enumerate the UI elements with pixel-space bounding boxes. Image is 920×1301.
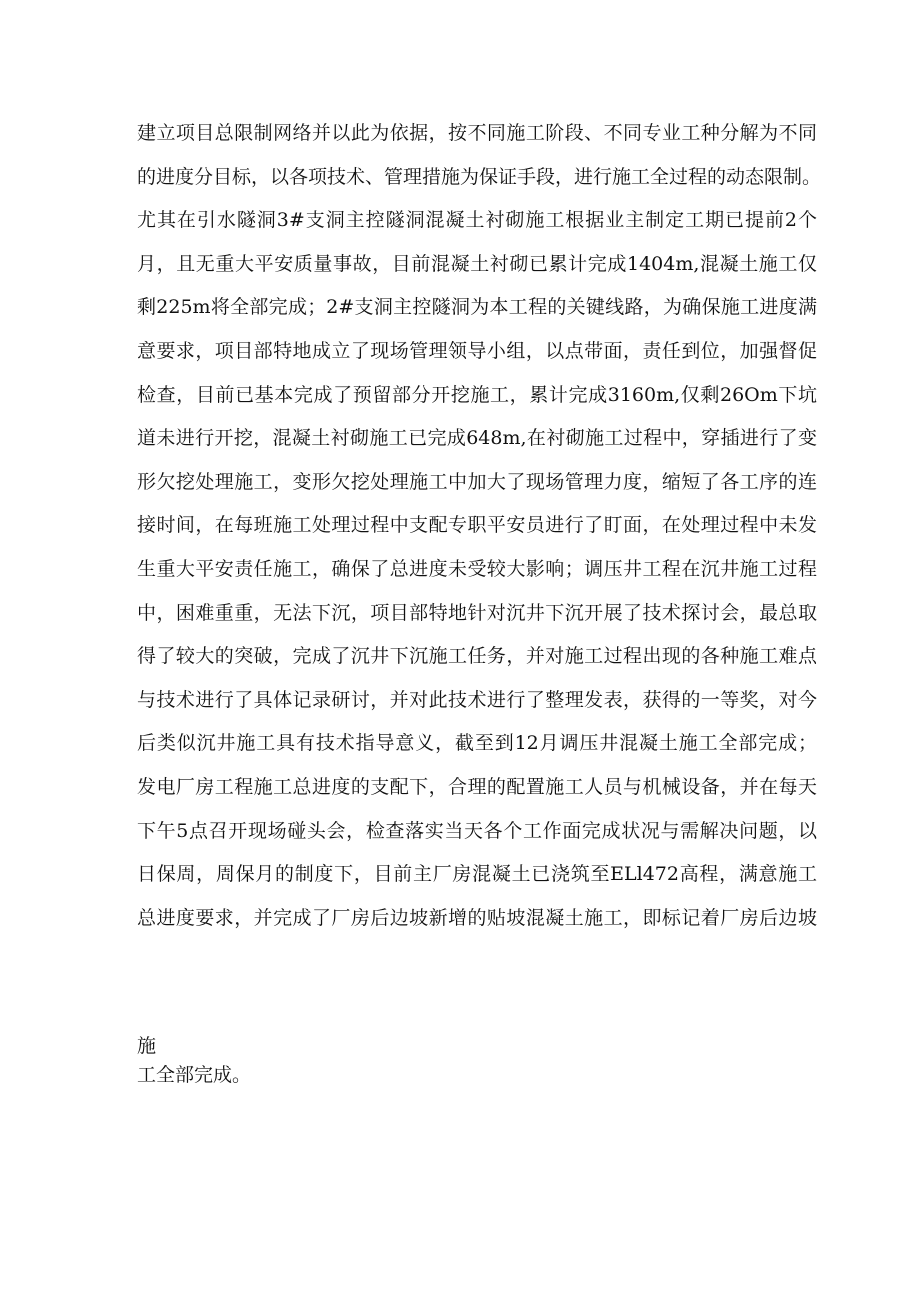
text-line: 与技术进行了具体记录研讨，并对此技术进行了整理发表，获得的一等奖，对今 — [137, 688, 817, 711]
text-line: 接时间，在每班施工处理过程中支配专职平安员进行了盯面，在处理过程中未发 — [137, 514, 817, 537]
text-line: 月，且无重大平安质量事故，目前混凝土衬砌已累计完成1404m,混凝土施工仅 — [137, 252, 817, 275]
text-line: 日保周，周保月的制度下，目前主厂房混凝土已浇筑至ELl472高程，满意施工 — [137, 863, 817, 886]
text-line: 检查，目前已基本完成了预留部分开挖施工，累计完成3160m,仅剩26Om下坑 — [137, 383, 817, 406]
body-paragraph — [137, 112, 822, 940]
text-line: 总进度要求，并完成了厂房后边坡新增的贴坡混凝土施工，即标记着厂房后边坡 — [137, 906, 817, 929]
text-line: 生重大平安责任施工，确保了总进度未受较大影响；调压井工程在沉井施工过程 — [137, 557, 817, 580]
text-line: 得了较大的突破，完成了沉井下沉施工任务，并对施工过程出现的各种施工难点 — [137, 645, 817, 668]
text-line: 工全部完成。 — [137, 1064, 252, 1086]
text-line: 下午5点召开现场碰头会，检查落实当天各个工作面完成状况与需解决问题，以 — [137, 819, 817, 842]
text-line: 尤其在引水隧洞3#支洞主控隧洞混凝土衬砌施工根据业主制定工期已提前2个 — [137, 209, 817, 232]
text-line: 施 — [137, 1035, 157, 1057]
paragraph-tail — [137, 1032, 251, 1090]
text-line: 建立项目总限制网络并以此为依据，按不同施工阶段、不同专业工种分解为不同 — [137, 122, 817, 144]
text-line: 后类似沉井施工具有技术指导意义，截至到12月调压井混凝土施工全部完成； — [137, 732, 817, 755]
text-line: 意要求，项目部特地成立了现场管理领导小组，以点带面，责任到位，加强督促 — [137, 339, 817, 362]
text-line: 形欠挖处理施工，变形欠挖处理施工中加大了现场管理力度，缩短了各工序的连 — [137, 470, 817, 493]
text-line: 剩225m将全部完成；2#支洞主控隧洞为本工程的关键线路，为确保施工进度满 — [137, 296, 817, 319]
text-line: 发电厂房工程施工总进度的支配下，合理的配置施工人员与机械设备，并在每天 — [137, 775, 817, 798]
text-line: 的进度分目标，以各项技术、管理措施为保证手段，进行施工全过程的动态限制。 — [137, 165, 822, 188]
text-line: 道未进行开挖，混凝土衬砌施工已完成648m,在衬砌施工过程中，穿插进行了变 — [137, 427, 817, 450]
text-line: 中，困难重重，无法下沉，项目部特地针对沉井下沉开展了技术探讨会，最总取 — [137, 601, 817, 624]
